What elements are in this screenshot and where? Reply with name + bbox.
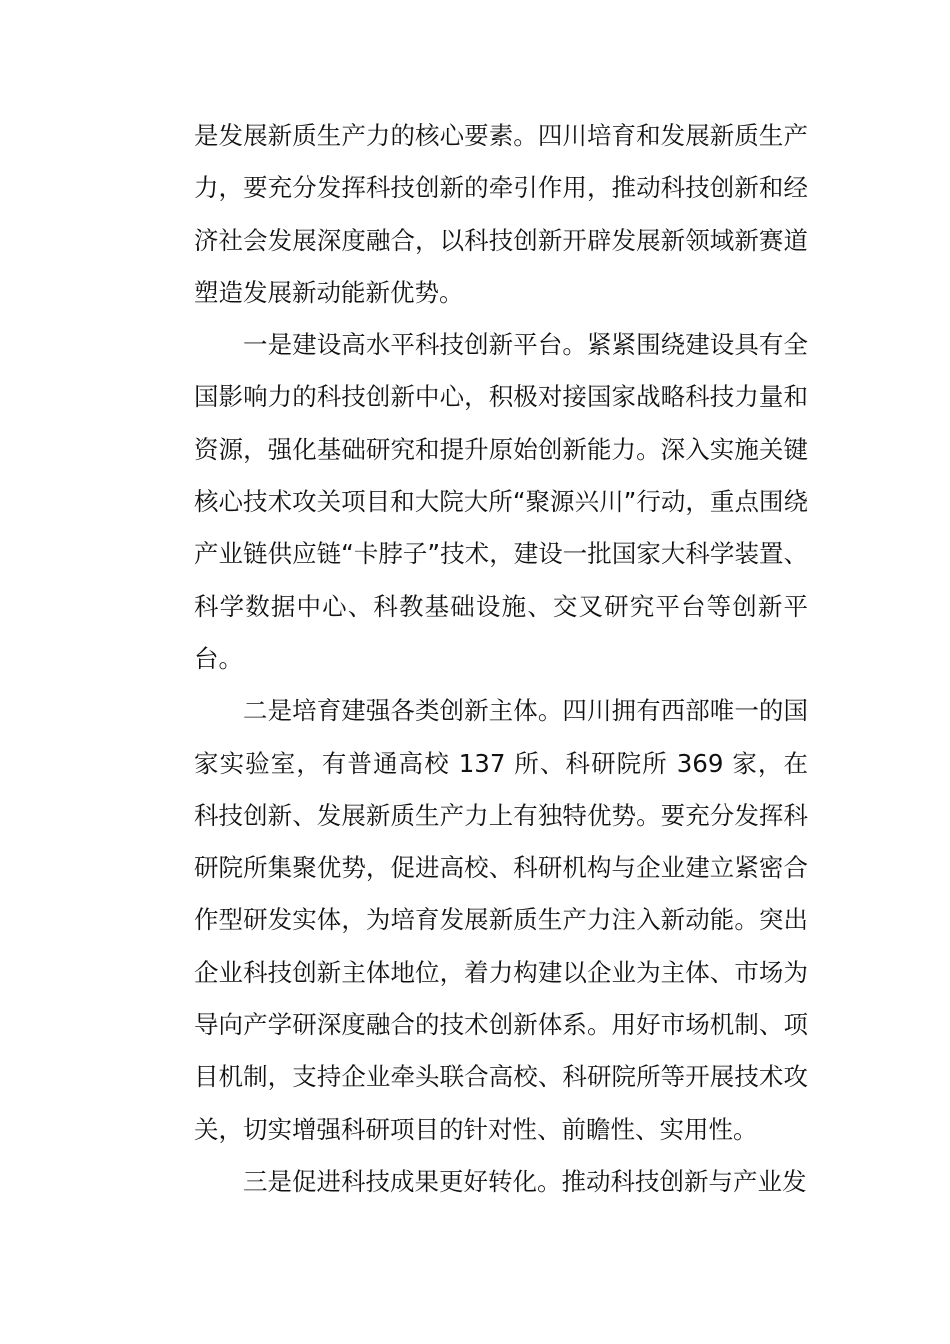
paragraph-point-two: 二是培育建强各类创新主体。四川拥有西部唯一的国家实验室，有普通高校 137 所、科研院所 369 家，在科技创新、发展新质生产力上有独特优势。要充分发挥科研院所集聚优势，促进高校、科研机构与企业建立紧密合作型研发实体，为培育发展新质生产力注入新动能。突出企业科技创新主体地位，着力构建以企业为主体、市场为导向产学研深度融合的技术创新体系。用好市场机制、项目机制，支持企业牵头联合高校、科研院所等开展技术攻关，切实增强科研项目的针对性、前瞻性、实用性。 <box>194 696 808 1144</box>
paragraph-intro-continuation: 是发展新质生产力的核心要素。四川培育和发展新质生产力，要充分发挥科技创新的牵引作用，推动科技创新和经济社会发展深度融合，以科技创新开辟发展新领域新赛道塑造发展新动能新优势。 <box>194 121 808 307</box>
paragraph-point-one: 一是建设高水平科技创新平台。紧紧围绕建设具有全国影响力的科技创新中心，积极对接国家战略科技力量和资源，强化基础研究和提升原始创新能力。深入实施关键核心技术攻关项目和大院大所“聚源兴川”行动，重点围绕产业链供应链“卡脖子”技术，建设一批国家大科学装置、科学数据中心、科教基础设施、交叉研究平台等创新平台。 <box>194 330 808 673</box>
body-text <box>194 110 808 1208</box>
paragraph-point-three: 三是促进科技成果更好转化。推动科技创新与产业发 <box>243 1166 807 1196</box>
